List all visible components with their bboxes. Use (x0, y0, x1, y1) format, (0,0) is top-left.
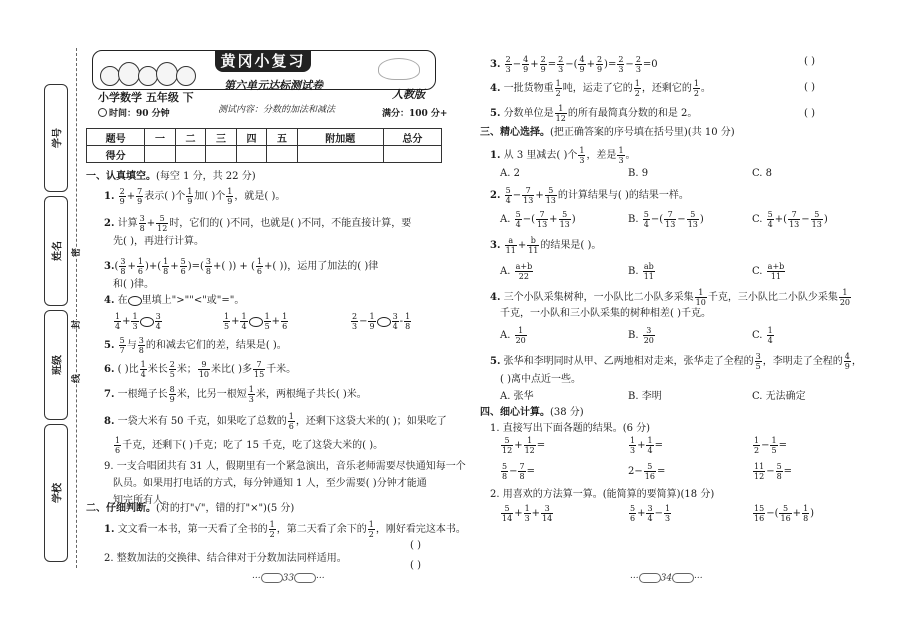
option[interactable]: C. $\frac{1}{4}$ (752, 326, 773, 345)
cut-label: 线 (69, 374, 82, 383)
calc-item[interactable]: $\frac{5}{8}$ − $\frac{7}{8}$ = (502, 462, 535, 481)
table-cell: 得分 (87, 146, 145, 163)
question-3-1: 1. 从 3 里减去( )个 $\frac{1}{3}$ ，差是 $\frac{1}{3}$ 。 (490, 146, 636, 165)
answer-paren[interactable]: ( ) (804, 108, 815, 119)
answer-circle[interactable] (377, 317, 391, 327)
option[interactable]: A. $\frac{1}{20}$ (500, 326, 526, 345)
question-1-4: 4. 在 里填上">""<"或"="。 (104, 295, 245, 306)
section-heading: 一、认真填空。(每空 1 分，共 22 分) (86, 171, 256, 182)
score-table (86, 128, 442, 163)
answer-paren[interactable]: ( ) (804, 82, 815, 93)
score-cell[interactable] (383, 146, 441, 163)
cut-label: 封 (69, 320, 82, 329)
question-1-2: 2. 计算 $\frac{3}{8}$ + $\frac{5}{12}$ 时，它们的( )不同，也就是( )不同，不能直接计算，要 (104, 214, 412, 233)
time-label: 时间：90 分钟 (98, 106, 170, 119)
clock-icon (98, 108, 107, 117)
option[interactable]: B. $\frac{ab}{11}$ (628, 262, 654, 281)
question-2-2: 2. 整数加法的交换律、结合律对于分数加法同样适用。 (104, 553, 347, 564)
calc-item[interactable]: $\frac{1}{3}$ + $\frac{1}{4}$ = (630, 436, 663, 455)
option[interactable]: C. $\frac{a+b}{11}$ (752, 262, 785, 281)
student-number-field[interactable]: 学号 (44, 84, 68, 192)
question-4-1: 1. 直接写出下面各题的结果。(6 分) (490, 423, 651, 434)
name-field[interactable]: 姓名 (44, 196, 68, 306)
score-cell[interactable] (206, 146, 237, 163)
brand-logo: 黄冈小复习 (215, 50, 311, 72)
table-cell: 三 (206, 129, 237, 146)
grade-label: 小学数学 五年级 下 (98, 91, 194, 104)
question-1-3: 3.( $\frac{3}{8}$ + $\frac{1}{6}$ )+( $\frac{1}{8}$ + $\frac{5}{6}$ )=( $\frac{3}{8}$ +( )) + ( $\frac{1}{6}$ +( ))，运用了加法的( )律 (104, 257, 379, 276)
question-1-3-cont: 和( )律。 (113, 279, 154, 290)
question-3-4-cont: 千克，一小队和三小队采集的树种相差( )千克。 (500, 308, 711, 319)
calc-item[interactable]: 2− $\frac{5}{16}$ = (628, 462, 666, 481)
question-1-8: 8. 一袋大米有 50 千克，如果吃了总数的 $\frac{1}{6}$ ，还剩下这袋大米的( )；如果吃了 (104, 412, 447, 431)
table-cell: 一 (145, 129, 176, 146)
question-2-1: 1. 文文看一本书，第一天看了全书的 $\frac{1}{2}$ ，第二天看了余下的 $\frac{1}{2}$ ，刚好看完这本书。 (104, 520, 466, 539)
option[interactable]: B. 9 (628, 168, 649, 179)
option[interactable]: C. 无法确定 (752, 391, 806, 402)
class-field[interactable]: 班级 (44, 310, 68, 420)
option[interactable]: C. 8 (752, 168, 773, 179)
question-3-2: 2. $\frac{5}{4}$ − $\frac{7}{13}$ + $\frac{5}{13}$ 的计算结果与( )的结果一样。 (490, 186, 689, 205)
question-1-6: 6. ( )比 $\frac{1}{4}$ 米长 $\frac{2}{5}$ 米； $\frac{9}{10}$ 米比( )多 $\frac{7}{15}$ 千米。 (104, 360, 297, 379)
calc-item[interactable]: $\frac{11}{12}$ − $\frac{5}{8}$ = (754, 462, 793, 481)
answer-circle[interactable] (140, 317, 154, 327)
score-cell[interactable] (267, 146, 298, 163)
question-1-5: 5. $\frac{5}{7}$ 与 $\frac{3}{8}$ 的和减去它们的差，结果是( )。 (104, 336, 287, 355)
table-cell: 五 (267, 129, 298, 146)
answer-circle[interactable] (249, 317, 263, 327)
calc-item[interactable]: $\frac{5}{14}$ + $\frac{1}{3}$ + $\frac{3}{14}$ (502, 504, 553, 523)
cartoon-kids-icon (100, 56, 200, 86)
binding-strip (42, 84, 72, 562)
table-cell: 二 (175, 129, 206, 146)
option[interactable]: A. 张华 (500, 391, 534, 402)
question-3-4: 4. 三个小队采集树种，一小队比二小队多采集 $\frac{1}{10}$ 千克，三小队比二小队少采集 $\frac{1}{20}$ (490, 288, 851, 307)
question-3-5-cont: ( )离中点近一些。 (500, 374, 581, 385)
question-1-1: 1. $\frac{2}{9}$ + $\frac{7}{9}$ 表示( )个 $\frac{1}{9}$ 加( )个 $\frac{1}{9}$ ，就是( )。 (104, 187, 286, 206)
page-title: 第六单元达标测试卷 (224, 79, 323, 92)
table-row (87, 146, 442, 163)
question-1-2-cont: 先( )，再进行计算。 (113, 236, 204, 247)
answer-paren[interactable]: ( ) (410, 540, 421, 551)
compare-item: $\frac{2}{3}$ − $\frac{1}{9}$ $\frac{3}{4}$ - $\frac{1}{8}$ (352, 312, 411, 331)
question-4-2: 2. 用喜欢的方法算一算。(能简算的要简算)(18 分) (490, 489, 715, 500)
question-1-9-cont: 知完所有人。 (113, 495, 173, 506)
page-number: ··· 34 ··· (630, 573, 703, 584)
calc-item[interactable]: $\frac{5}{12}$ + $\frac{1}{12}$ = (502, 436, 546, 455)
question-1-9: 9. 一支合唱团共有 31 人，假期里有一个紧急演出，音乐老师需要尽快通知每一个 (104, 461, 466, 472)
option[interactable]: A. $\frac{a+b}{22}$ (500, 262, 533, 281)
option[interactable]: B. $\frac{3}{20}$ (628, 326, 654, 345)
question-1-8-cont: $\frac{1}{6}$ 千克，还剩下( )千克；吃了 15 千克，吃了这袋大米的( )。 (115, 436, 384, 455)
question-1-7: 7. 一根绳子长 $\frac{8}{9}$ 米，比另一根短 $\frac{1}{3}$ 米，两根绳子共长( )米。 (104, 385, 367, 404)
option[interactable]: C. $\frac{5}{4}$ +( $\frac{7}{13}$ − $\frac{5}{13}$ ) (752, 210, 828, 229)
question-2-3: 3. $\frac{2}{3}$ − $\frac{4}{9}$ + $\frac{2}{9}$ = $\frac{2}{3}$ −( $\frac{4}{9}$ + $\frac{2}{9}$ )= $\frac{2}{3}$ − $\frac{2}{3}$ =0 (490, 55, 658, 74)
score-cell[interactable] (297, 146, 383, 163)
school-field[interactable]: 学校 (44, 424, 68, 562)
option[interactable]: B. $\frac{5}{4}$ −( $\frac{7}{13}$ − $\frac{5}{13}$ ) (628, 210, 704, 229)
page-number: ··· 33 ··· (252, 573, 325, 584)
edition-label: 人教版 (392, 88, 425, 101)
calc-item[interactable]: $\frac{5}{6}$ + $\frac{3}{4}$ − $\frac{1}{3}$ (630, 504, 671, 523)
answer-paren[interactable]: ( ) (410, 560, 421, 571)
compare-item: $\frac{1}{4}$ + $\frac{1}{3}$ $\frac{3}{4}$ (115, 312, 161, 331)
question-3-5: 5. 张华和李明同时从甲、乙两地相对走来，张华走了全程的 $\frac{3}{5}$ ，李明走了全程的 $\frac{4}{9}$ ， (490, 352, 862, 371)
compare-circle-icon (128, 296, 142, 306)
calc-item[interactable]: $\frac{1}{2}$ − $\frac{1}{5}$ = (754, 436, 787, 455)
content-label: 测试内容：分数的加法和减法 (218, 105, 336, 115)
answer-paren[interactable]: ( ) (804, 56, 815, 67)
full-score-label: 满分：100 分+ (382, 109, 448, 119)
question-2-4: 4. 一批货物重 $\frac{1}{2}$ 吨，运走了它的 $\frac{1}{2}$ ，还剩它的 $\frac{1}{2}$ 。 (490, 79, 711, 98)
question-2-5: 5. 分数单位是 $\frac{1}{12}$ 的所有最简真分数的和是 2。 (490, 104, 698, 123)
compare-item: $\frac{1}{5}$ + $\frac{1}{4}$ $\frac{1}{5}$ + $\frac{1}{6}$ (224, 312, 288, 331)
decoration-icon (378, 58, 420, 80)
table-cell: 总分 (383, 129, 441, 146)
table-cell: 题号 (87, 129, 145, 146)
cut-line (76, 48, 77, 568)
option[interactable]: A. $\frac{5}{4}$ −( $\frac{7}{13}$ + $\frac{5}{13}$ ) (500, 210, 576, 229)
cut-label: 密 (69, 248, 82, 257)
score-cell[interactable] (175, 146, 206, 163)
score-cell[interactable] (145, 146, 176, 163)
score-cell[interactable] (236, 146, 267, 163)
question-3-3: 3. $\frac{a}{11}$ + $\frac{b}{11}$ 的结果是( )。 (490, 236, 602, 255)
section-heading: 二、仔细判断。(对的打"√"，错的打"×")(5 分) (86, 503, 295, 514)
section-heading: 四、细心计算。(38 分) (480, 407, 584, 418)
table-cell: 附加题 (297, 129, 383, 146)
option[interactable]: A. 2 (500, 168, 520, 179)
table-cell: 四 (236, 129, 267, 146)
table-row (87, 129, 442, 146)
section-heading: 三、精心选择。(把正确答案的序号填在括号里)(共 10 分) (480, 127, 735, 138)
calc-item[interactable]: $\frac{15}{16}$ −( $\frac{5}{16}$ + $\frac{1}{8}$ ) (754, 504, 815, 523)
question-1-9-cont: 队员。如果用打电话的方式，每分钟通知 1 人，至少需要( )分钟才能通 (113, 478, 427, 489)
option[interactable]: B. 李明 (628, 391, 662, 402)
